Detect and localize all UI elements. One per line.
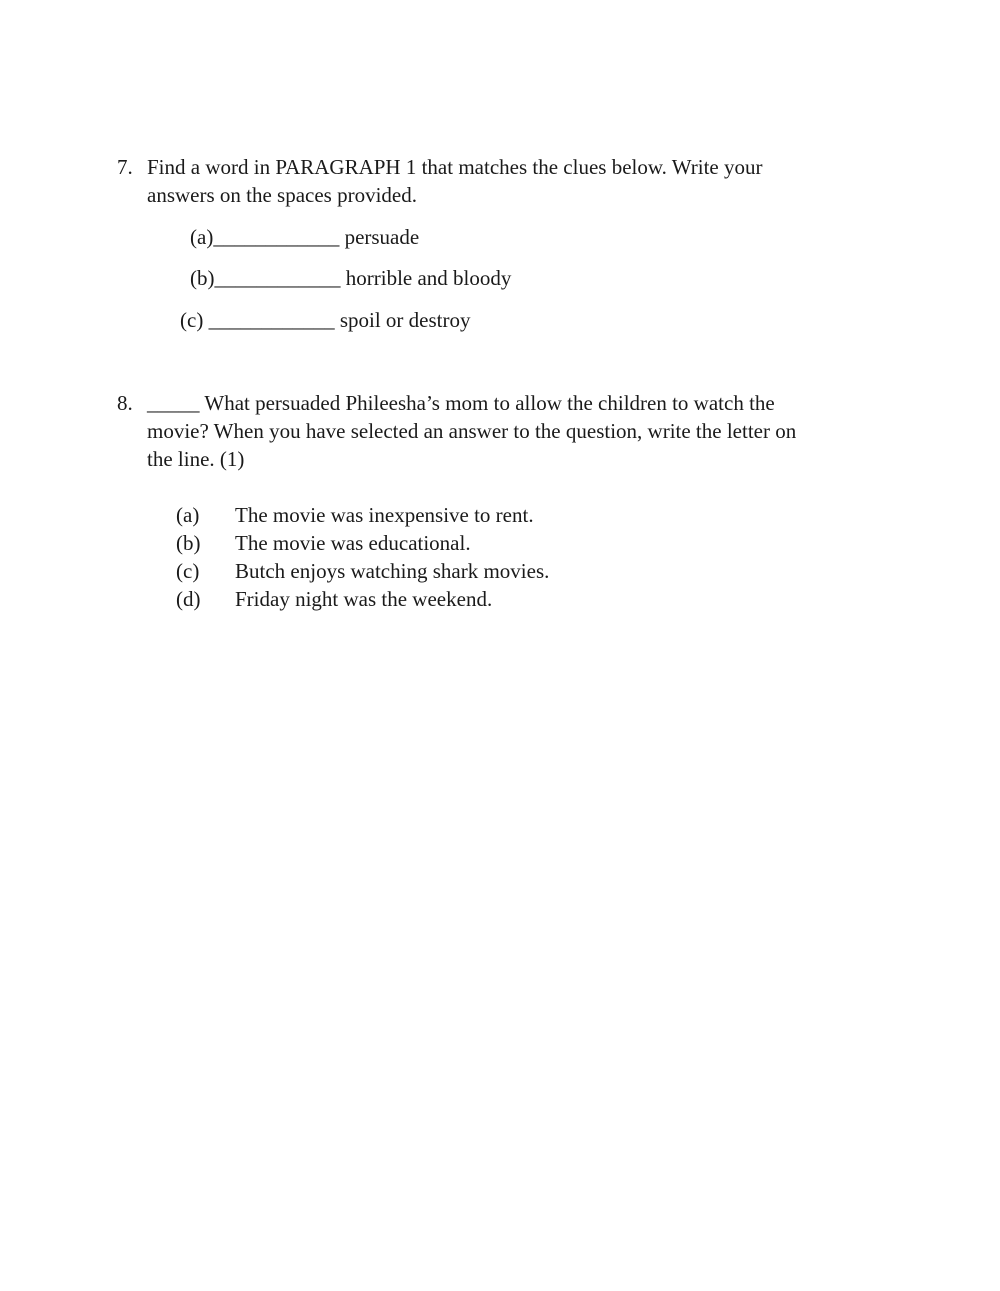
clue-text: persuade bbox=[344, 225, 420, 249]
option-label: (d) bbox=[176, 587, 201, 611]
clue-label: (a) bbox=[190, 225, 214, 249]
clue-item-b bbox=[190, 264, 511, 292]
question-text: What persuaded Phileesha’s mom to allow the children to watch the bbox=[204, 391, 775, 415]
question-text-line: movie? When you have selected an answer to the question, write the letter on bbox=[147, 419, 797, 443]
answer-blank[interactable]: _____ bbox=[147, 391, 200, 415]
answer-blank[interactable]: ____________ bbox=[213, 225, 340, 249]
question-text-line: Find a word in PARAGRAPH 1 that matches the clues below. Write your bbox=[147, 155, 763, 179]
clue-item-a bbox=[190, 223, 419, 251]
clue-item-c bbox=[180, 306, 470, 334]
option-label: (b) bbox=[176, 531, 201, 555]
option-text: Friday night was the weekend. bbox=[235, 587, 493, 611]
question-text-line: answers on the spaces provided. bbox=[147, 183, 418, 207]
clue-label: (b) bbox=[190, 266, 215, 290]
question-number: 8. bbox=[117, 391, 133, 415]
question-text-line: the line. (1) bbox=[147, 447, 245, 471]
answer-blank[interactable]: ____________ bbox=[214, 266, 341, 290]
option-text: The movie was educational. bbox=[235, 531, 471, 555]
option-text: Butch enjoys watching shark movies. bbox=[235, 559, 550, 583]
answer-blank[interactable]: ____________ bbox=[208, 308, 335, 332]
option-text: The movie was inexpensive to rent. bbox=[235, 503, 534, 527]
clue-label: (c) bbox=[180, 308, 204, 332]
clue-text: horrible and bloody bbox=[345, 266, 512, 290]
option-label: (a) bbox=[176, 503, 200, 527]
question-number: 7. bbox=[117, 155, 133, 179]
option-label: (c) bbox=[176, 559, 200, 583]
question-text-line bbox=[147, 389, 775, 417]
clue-text: spoil or destroy bbox=[339, 308, 471, 332]
